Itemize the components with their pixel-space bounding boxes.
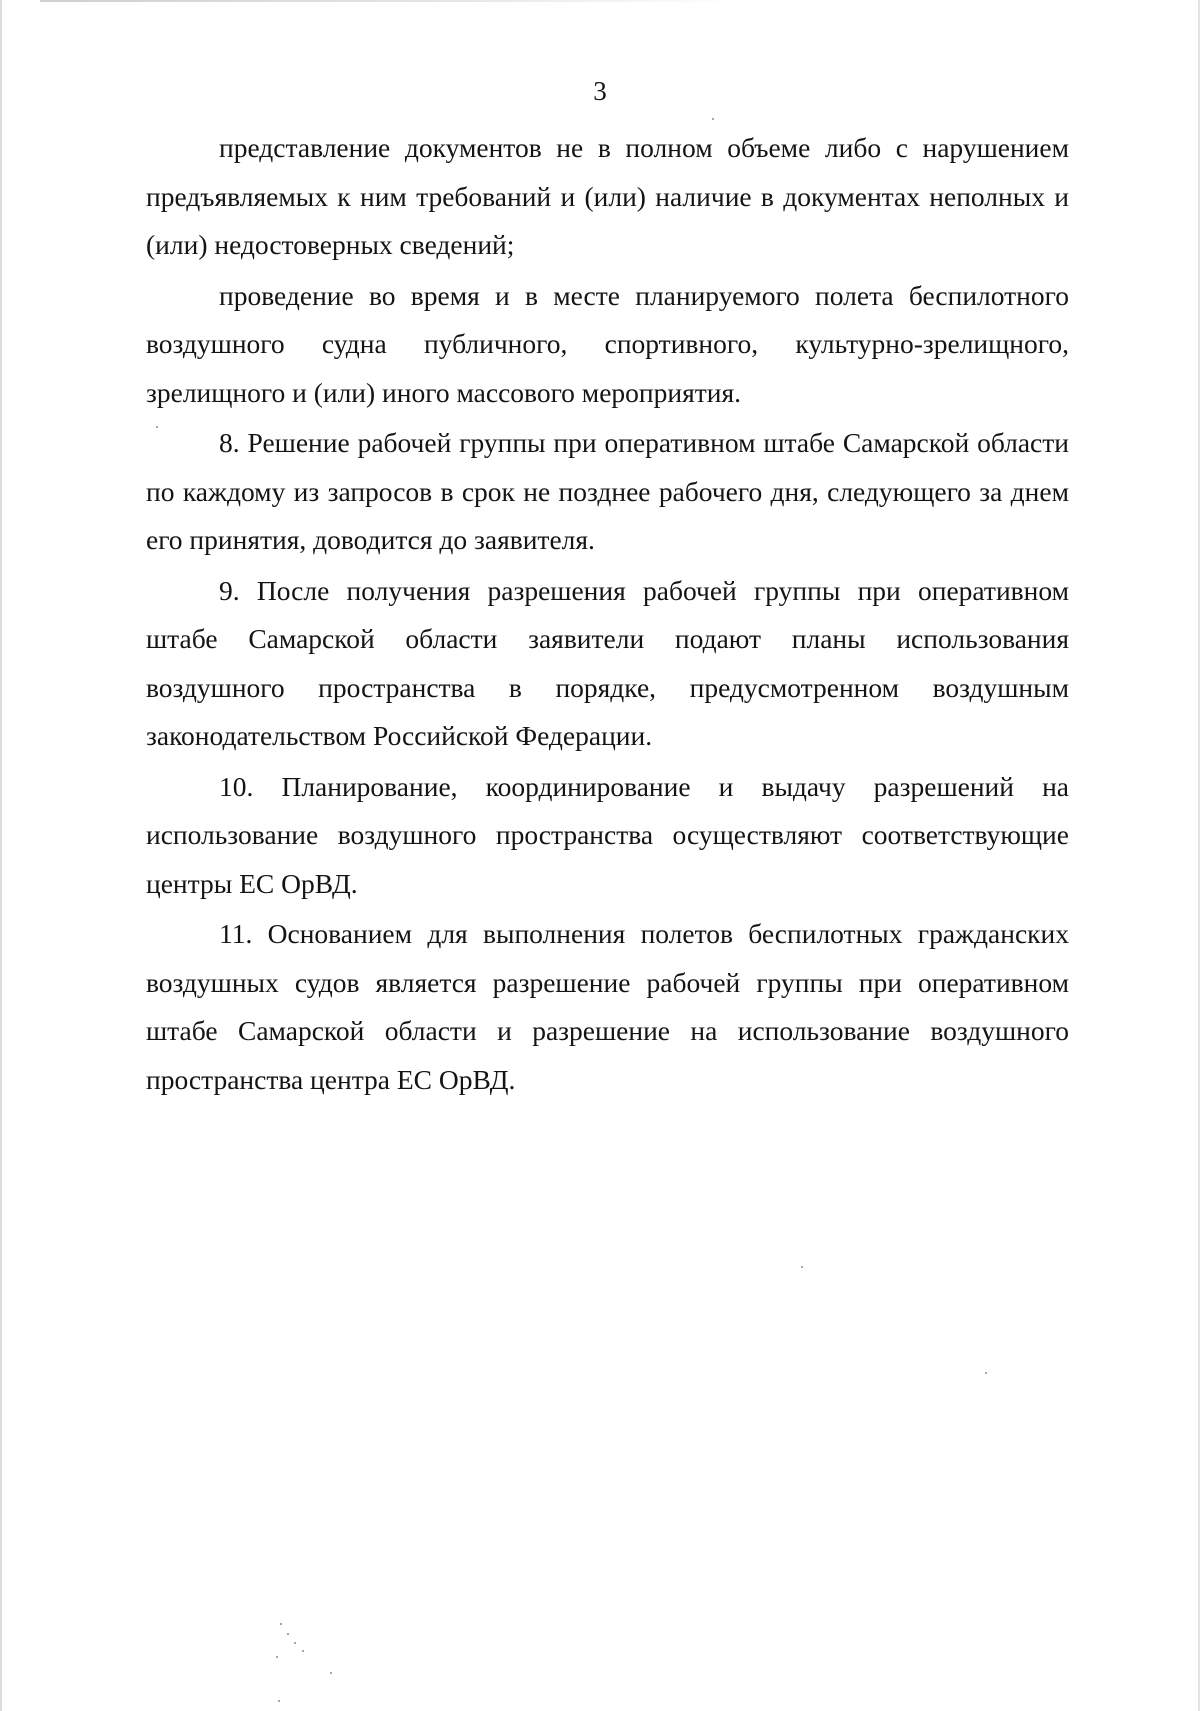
- paragraph-mass-event: проведение во время и в месте планируемого полета беспилотного воздушного судна публичного, спортивного, культурно-зрелищного, зрелищного и (или) иного массового мероприятия.: [146, 279, 1069, 408]
- scan-speck: [278, 1700, 280, 1702]
- paragraph-item-11: 11. Основанием для выполнения полетов беспилотных гражданских воздушных судов является разрешение рабочей группы при оперативном штабе Самарской области и разрешение на использование воздушного пространства центра ЕС ОрВД.: [146, 918, 1069, 1095]
- paragraph-item-8: 8. Решение рабочей группы при оперативном штабе Самарской области по каждому из запросов в срок не позднее рабочего дня, следующего за днем его принятия, доводится до заявителя.: [146, 427, 1069, 555]
- scan-speck: [156, 426, 158, 428]
- scan-speck: [294, 1642, 296, 1644]
- paragraph-item-9: 9. После получения разрешения рабочей группы при оперативном штабе Самарской области заявители подают планы использования воздушного пространства в порядке, предусмотренном воздушным законодательством Российской Федерации.: [146, 574, 1069, 751]
- page-number: 3: [593, 76, 607, 106]
- scan-edge-top: [40, 0, 740, 2]
- scan-speck: [712, 118, 714, 120]
- scan-speck: [801, 1266, 803, 1268]
- scan-speck: [302, 1650, 304, 1652]
- scan-speck: [330, 1672, 332, 1674]
- scan-speck: [280, 1623, 282, 1625]
- document-body: [146, 124, 1069, 1104]
- paragraph-incomplete-documents: представление документов не в полном объеме либо с нарушением предъявляемых к ним требований и (или) наличие в документах неполных и (или) недостоверных сведений;: [146, 132, 1069, 260]
- scan-speck: [287, 1633, 289, 1635]
- paragraph-item-10: 10. Планирование, координирование и выдачу разрешений на использование воздушного пространства осуществляют соответствующие центры ЕС ОрВД.: [146, 770, 1069, 899]
- scan-speck: [276, 1656, 278, 1658]
- scan-speck: [985, 1372, 987, 1374]
- scan-edge-left: [0, 0, 2, 1711]
